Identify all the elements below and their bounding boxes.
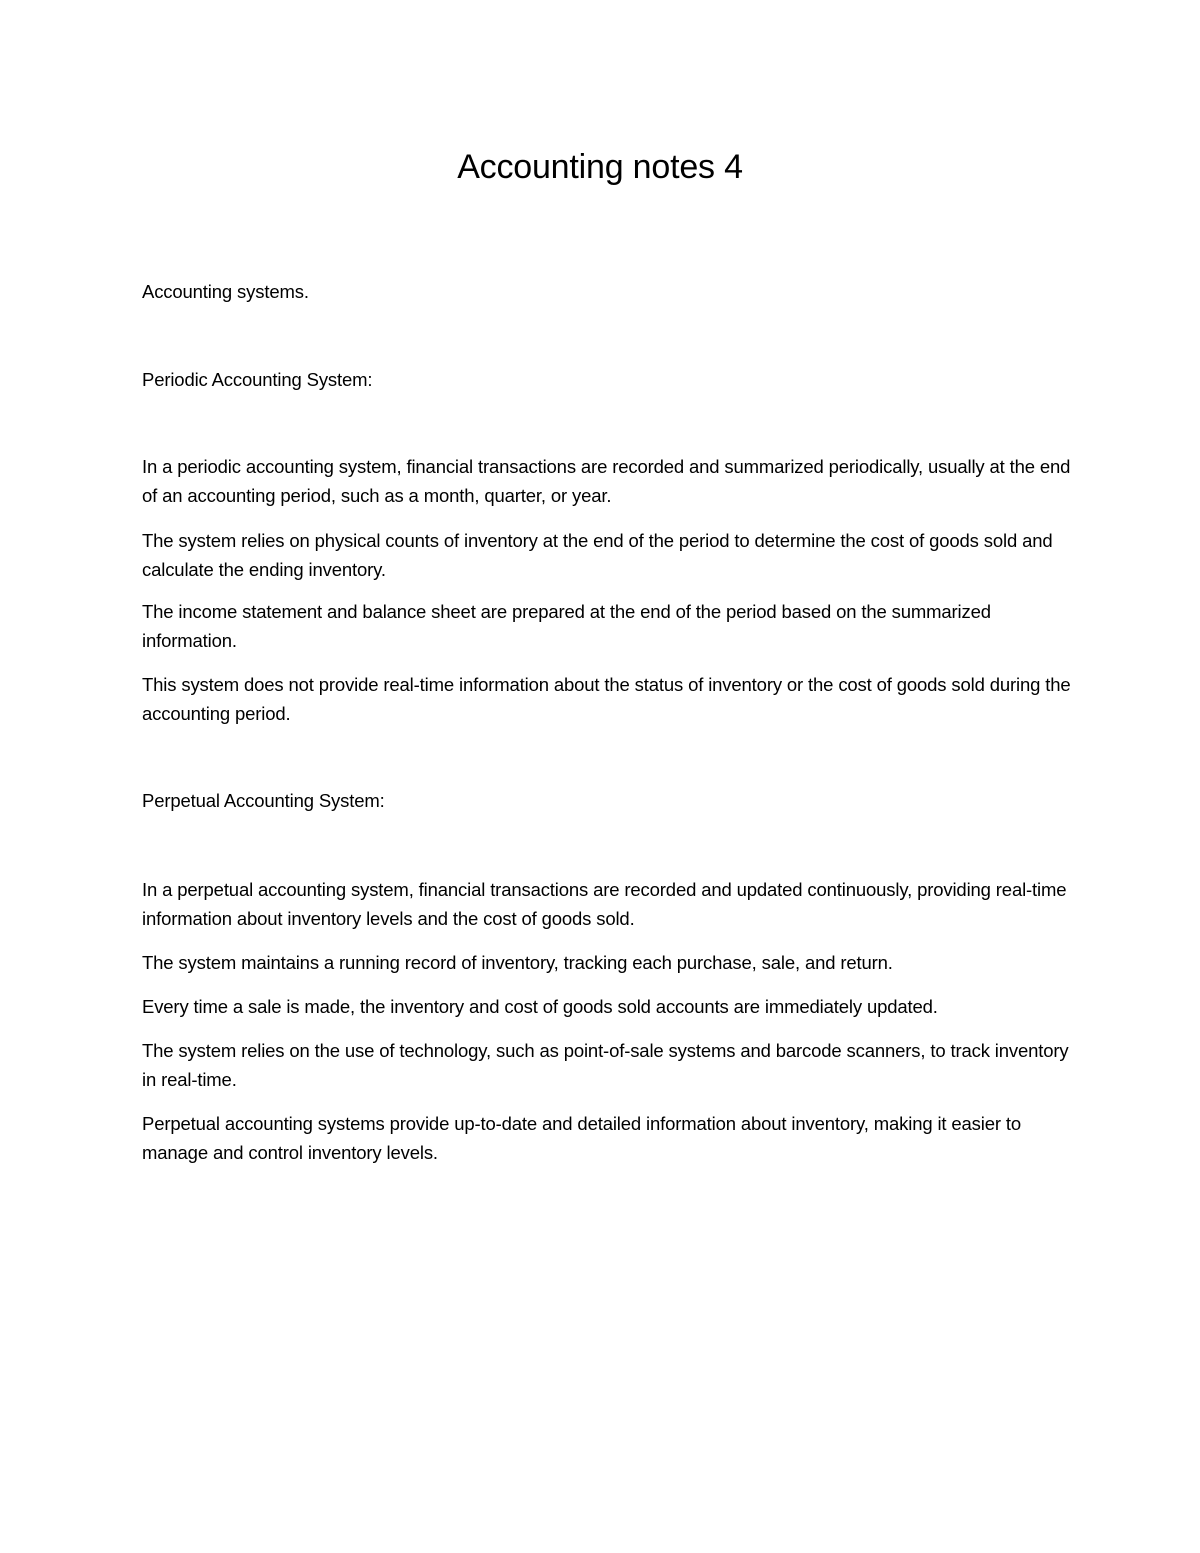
perpetual-paragraph: In a perpetual accounting system, financial transactions are recorded and updated continuously, providing real-time information about inventory levels and the cost of goods sold. xyxy=(142,879,1067,929)
section-heading-accounting-systems: Accounting systems. xyxy=(142,281,309,302)
periodic-paragraph: The income statement and balance sheet are prepared at the end of the period based on the summarized information. xyxy=(142,601,991,651)
perpetual-paragraph: The system relies on the use of technology, such as point-of-sale systems and barcode scanners, to track inventory in real-time. xyxy=(142,1040,1069,1090)
periodic-paragraph: This system does not provide real-time information about the status of inventory or the cost of goods sold during the accounting period. xyxy=(142,674,1071,724)
perpetual-paragraph: Perpetual accounting systems provide up-to-date and detailed information about inventory, making it easier to manage and control inventory levels. xyxy=(142,1113,1022,1163)
perpetual-paragraph: Every time a sale is made, the inventory and cost of goods sold accounts are immediately updated. xyxy=(142,996,938,1017)
subheading-perpetual-system: Perpetual Accounting System: xyxy=(142,790,385,811)
perpetual-paragraph: The system maintains a running record of inventory, tracking each purchase, sale, and return. xyxy=(142,952,893,973)
subheading-periodic-system: Periodic Accounting System: xyxy=(142,369,373,390)
periodic-paragraph: The system relies on physical counts of inventory at the end of the period to determine the cost of goods sold and calculate the ending inventory. xyxy=(142,530,1053,580)
document-title: Accounting notes 4 xyxy=(457,148,743,186)
periodic-paragraph: In a periodic accounting system, financial transactions are recorded and summarized periodically, usually at the end of an accounting period, such as a month, quarter, or year. xyxy=(142,456,1071,506)
